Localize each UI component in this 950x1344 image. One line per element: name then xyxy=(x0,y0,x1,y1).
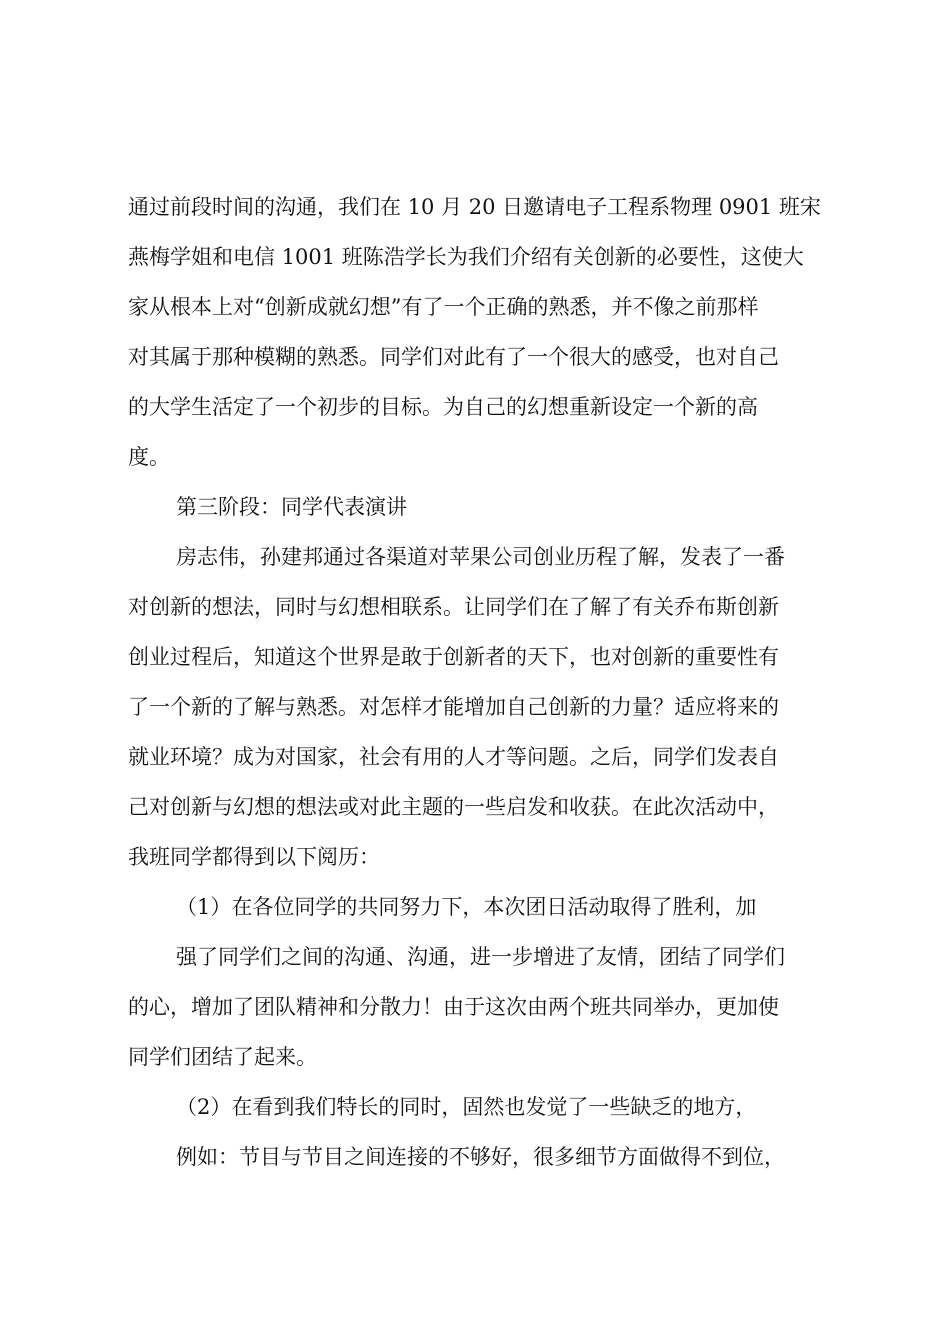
paragraph-line: 家从根本上对“创新成就幻想”有了一个正确的熟悉，并不像之前那样 xyxy=(128,295,759,319)
paragraph-line: 同学们团结了起来。 xyxy=(128,1045,317,1069)
paragraph-line: 我班同学都得到以下阅历： xyxy=(128,845,380,869)
paragraph-line: 例如：节目与节目之间连接的不够好，很多细节方面做得不到位， xyxy=(176,1145,785,1169)
paragraph-line: 通过前段时间的沟通，我们在 10 月 20 日邀请电子工程系物理 0901 班宋 xyxy=(128,195,821,219)
paragraph-line: 燕梅学姐和电信 1001 班陈浩学长为我们介绍有关创新的必要性，这使大 xyxy=(128,245,804,269)
paragraph-line: 房志伟，孙建邦通过各渠道对苹果公司创业历程了解，发表了一番 xyxy=(176,545,785,569)
paragraph-line: 对其属于那种模糊的熟悉。同学们对此有了一个很大的感受，也对自己 xyxy=(128,345,779,369)
paragraph-line: 了一个新的了解与熟悉。对怎样才能增加自己创新的力量？适应将来的 xyxy=(128,695,779,719)
paragraph-line: 度。 xyxy=(128,445,170,469)
paragraph-line: 的心，增加了团队精神和分散力！由于这次由两个班共同举办，更加使 xyxy=(128,995,779,1019)
list-item: （2）在看到我们特长的同时，固然也发觉了一些缺乏的地方， xyxy=(176,1095,757,1119)
list-item: （1）在各位同学的共同努力下，本次团日活动取得了胜利，加 xyxy=(176,895,757,919)
paragraph-line: 己对创新与幻想的想法或对此主题的一些启发和收获。在此次活动中， xyxy=(128,795,779,819)
paragraph-line: 的大学生活定了一个初步的目标。为自己的幻想重新设定一个新的高 xyxy=(128,395,758,419)
paragraph-line: 对创新的想法，同时与幻想相联系。让同学们在了解了有关乔布斯创新 xyxy=(128,595,779,619)
paragraph-line: 创业过程后，知道这个世界是敢于创新者的天下，也对创新的重要性有 xyxy=(128,645,779,669)
paragraph-line: 就业环境？成为对国家，社会有用的人才等问题。之后，同学们发表自 xyxy=(128,745,779,769)
section-heading: 第三阶段：同学代表演讲 xyxy=(176,495,407,519)
paragraph-line: 强了同学们之间的沟通、沟通，进一步增进了友情，团结了同学们 xyxy=(176,945,785,969)
